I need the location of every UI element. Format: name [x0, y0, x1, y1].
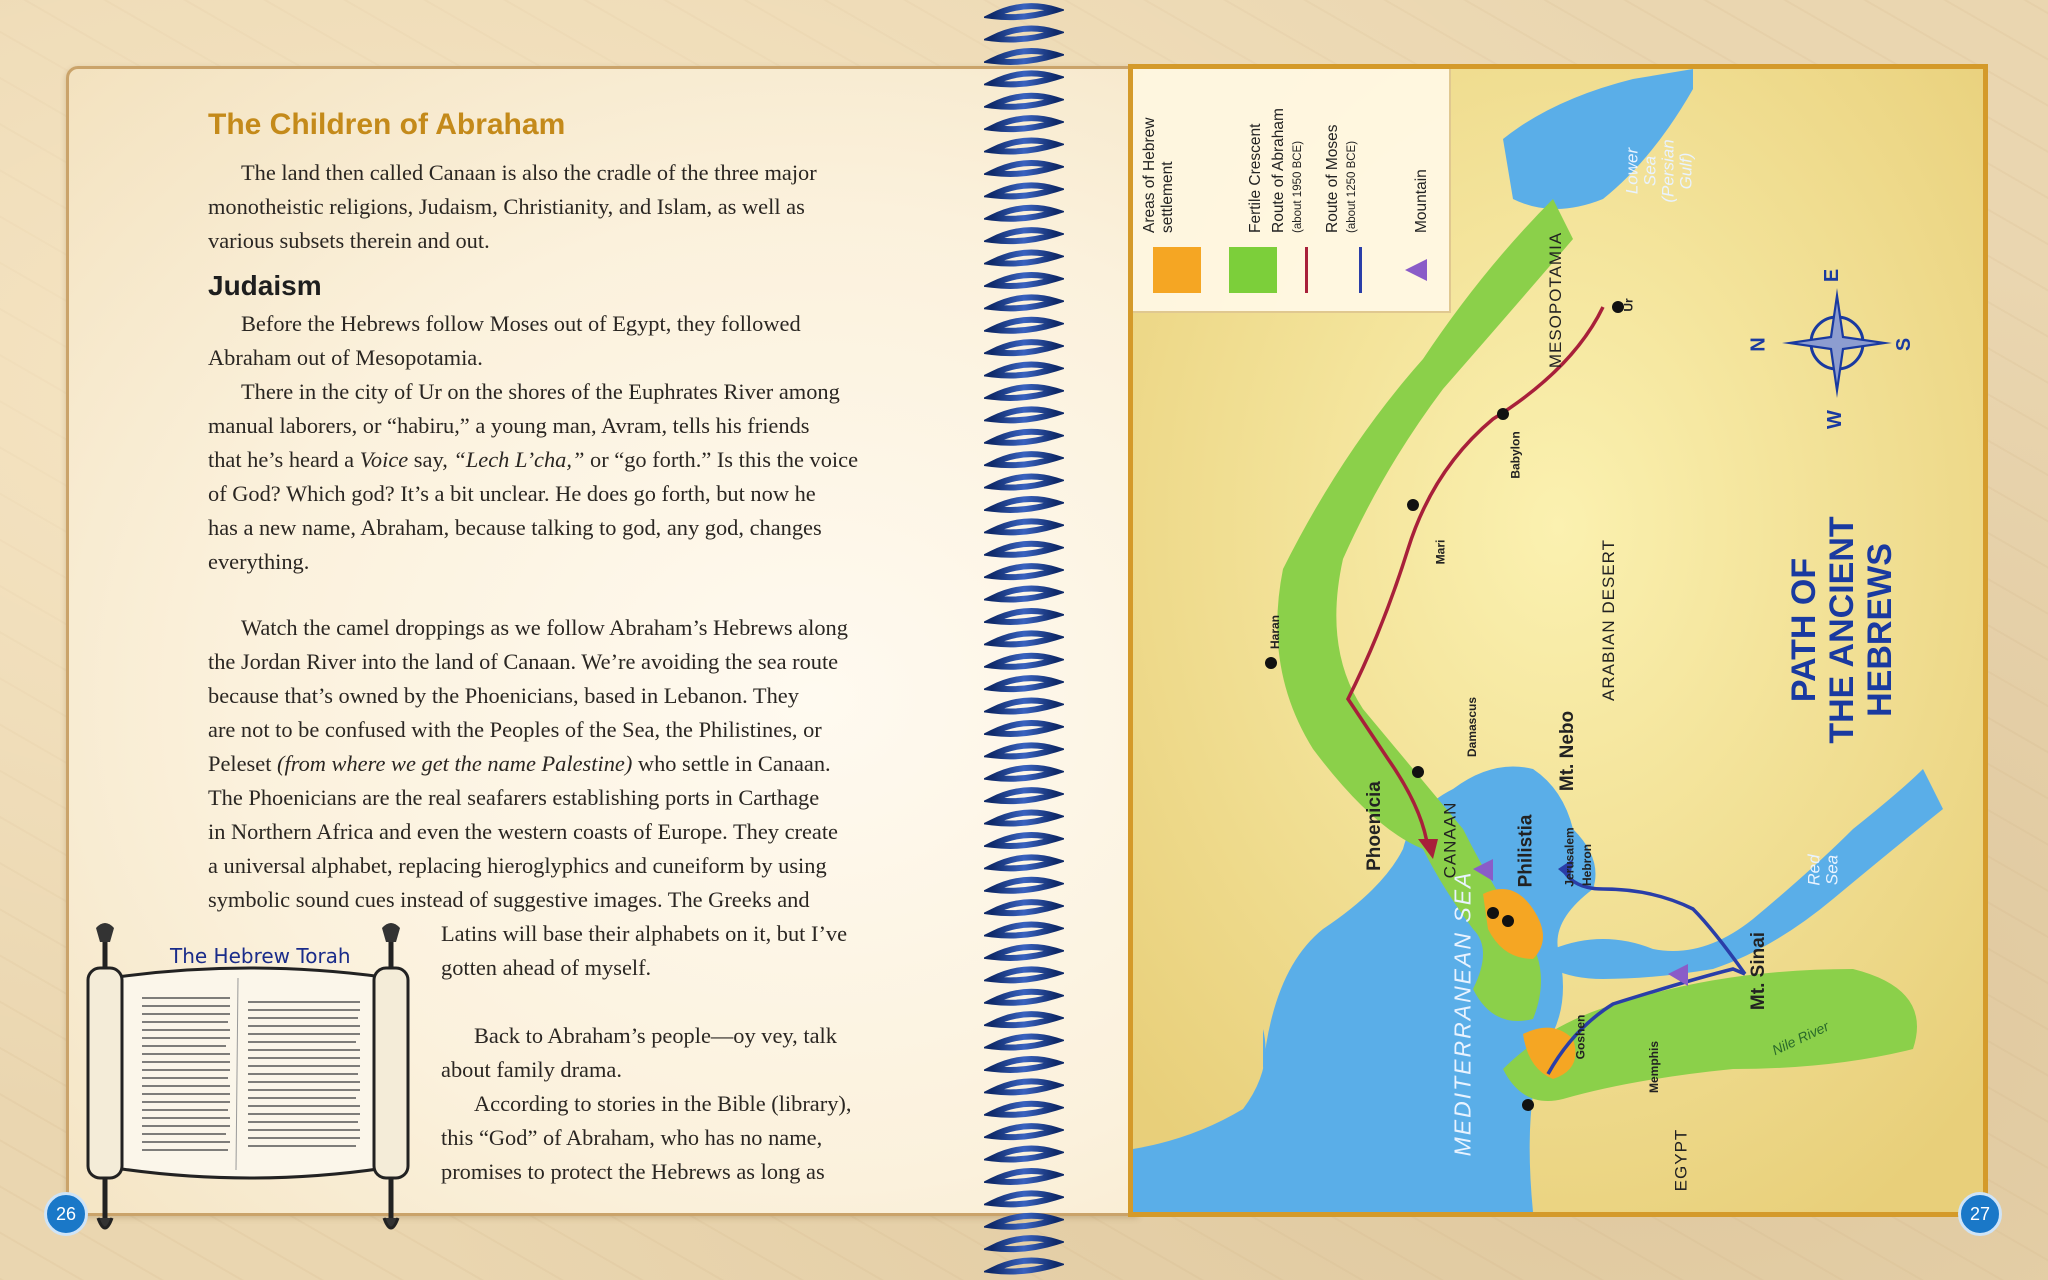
map-title-line-3: HEBREWS	[1861, 543, 1899, 717]
map-title-line-1: PATH OF	[1785, 557, 1823, 703]
para1-line-1: Before the Hebrews follow Moses out of Egypt, they followed	[241, 311, 801, 336]
para2-line-6: everything.	[208, 549, 310, 574]
spiral-coil	[992, 432, 1056, 443]
label-lower-sea-4: Gulf)	[1676, 152, 1696, 190]
spiral-binding	[984, 0, 1064, 1280]
para2-line-1: There in the city of Ur on the shores of the Euphrates River among	[241, 379, 840, 404]
map-legend	[1133, 69, 1451, 313]
spiral-coil	[992, 6, 1056, 17]
spiral-coil	[992, 387, 1056, 398]
spiral-coil	[992, 835, 1056, 846]
spiral-coil	[992, 118, 1056, 129]
para3-line-7: in Northern Africa and even the western coasts of Europe. They create	[208, 819, 838, 844]
map-title-line-2: THE ANCIENT	[1823, 516, 1861, 744]
legend-moses-label-1: Route of Moses	[1324, 124, 1341, 233]
para3-line-6: The Phoenicians are the real seafarers establishing ports in Carthage	[208, 785, 820, 810]
label-persian-gulf	[1624, 139, 1696, 202]
paragraph-1	[208, 307, 801, 375]
legend-abraham-line	[1305, 247, 1308, 293]
spiral-coil	[992, 1104, 1056, 1115]
spiral-coil	[992, 701, 1056, 712]
city-jerusalem-dot	[1487, 907, 1499, 919]
city-haran-dot	[1265, 657, 1277, 669]
label-babylon: Babylon	[1508, 431, 1523, 479]
para4-line-2: about family drama.	[441, 1057, 622, 1082]
spiral-coil	[992, 1081, 1056, 1092]
spiral-coil	[992, 477, 1056, 488]
spiral-coil	[992, 409, 1056, 420]
map-title	[1785, 516, 1899, 743]
spiral-coil	[992, 678, 1056, 689]
paragraph-4	[441, 1019, 837, 1087]
label-red-sea-2: Sea	[1822, 854, 1842, 886]
lech-lcha-phrase: “Lech L’cha,”	[453, 447, 585, 472]
spiral-coil	[992, 633, 1056, 644]
legend-mountain	[1391, 93, 1447, 293]
torah-illustration	[70, 918, 430, 1248]
legend-moses-route	[1324, 93, 1393, 293]
label-goshen: Goshen	[1573, 1014, 1588, 1060]
spiral-coil	[992, 745, 1056, 756]
para3-line-8: a universal alphabet, replacing hieroglyphics and cuneiform by using	[208, 853, 827, 878]
label-red-sea-1: Red	[1804, 854, 1824, 886]
para2-line-4: of God? Which god? It’s a bit unclear. He does go forth, but now he	[208, 481, 816, 506]
legend-mountain-label: Mountain	[1413, 169, 1430, 233]
page-number-right: 27	[1958, 1192, 2002, 1236]
label-ur: Ur	[1621, 298, 1636, 312]
spiral-coil	[992, 589, 1056, 600]
label-mari: Mari	[1433, 539, 1448, 565]
label-hebron: Hebron	[1580, 844, 1594, 886]
para5-line-3: promises to protect the Hebrews as long as	[441, 1159, 825, 1184]
paragraph-3-continued	[441, 917, 847, 985]
intro-paragraph	[208, 156, 817, 258]
spiral-coil	[992, 141, 1056, 152]
legend-moses-line	[1359, 247, 1362, 293]
legend-abraham-label-2: (about 1950 BCE)	[1292, 140, 1304, 233]
torah-caption: The Hebrew Torah	[170, 944, 351, 968]
spiral-coil	[992, 1126, 1056, 1137]
spiral-coil	[992, 230, 1056, 241]
spiral-coil	[992, 656, 1056, 667]
spiral-coil	[992, 320, 1056, 331]
legend-settlement-swatch	[1153, 247, 1201, 293]
para1-line-2: Abraham out of Mesopotamia.	[208, 345, 483, 370]
city-hebron-dot	[1502, 915, 1514, 927]
compass-n: N	[1747, 337, 1770, 352]
spiral-coil	[992, 1238, 1056, 1249]
label-haran: Haran	[1268, 614, 1283, 650]
label-mediterranean-sea: MEDITERRANEAN SEA	[1449, 870, 1476, 1157]
compass-s: S	[1893, 337, 1916, 352]
spiral-coil	[992, 1037, 1056, 1048]
spiral-coil	[992, 342, 1056, 353]
para3-line-4: are not to be confused with the Peoples of the Sea, the Philistines, or	[208, 717, 822, 742]
spiral-coil	[992, 1261, 1056, 1272]
compass-w: W	[1823, 410, 1846, 429]
page-number-left: 26	[44, 1192, 88, 1236]
para3-line-5b: who settle in Canaan.	[632, 751, 831, 776]
spiral-coil	[992, 1149, 1056, 1160]
spiral-coil	[992, 51, 1056, 62]
compass-e: E	[1821, 268, 1844, 283]
paragraph-5	[441, 1087, 851, 1189]
spiral-coil	[992, 454, 1056, 465]
spiral-coil	[992, 1193, 1056, 1204]
spiral-coil	[992, 723, 1056, 734]
para2-line-2: manual laborers, or “habiru,” a young man, Avram, tells his friends	[208, 413, 810, 438]
map-title-block	[1702, 500, 1982, 760]
label-nile-river: Nile River	[1769, 1017, 1832, 1059]
label-lower-sea-1: Lower	[1622, 147, 1642, 195]
spiral-coil	[992, 768, 1056, 779]
label-lower-sea-2: Sea	[1640, 155, 1660, 187]
spiral-coil	[992, 1216, 1056, 1227]
city-mari-dot	[1407, 499, 1419, 511]
spiral-coil	[992, 880, 1056, 891]
city-damascus-dot	[1412, 766, 1424, 778]
label-egypt: EGYPT	[1671, 1128, 1691, 1192]
para3-line-11: gotten ahead of myself.	[441, 955, 652, 980]
spiral-coil	[992, 275, 1056, 286]
palestine-note: (from where we get the name Palestine)	[277, 751, 633, 776]
city-memphis-dot	[1522, 1099, 1534, 1111]
label-mesopotamia: MESOPOTAMIA	[1546, 231, 1566, 369]
para3-line-10: Latins will base their alphabets on it, but I’ve	[441, 921, 848, 946]
legend-settlement-label-2: settlement	[1159, 161, 1176, 233]
spiral-coil	[992, 185, 1056, 196]
spiral-coil	[992, 566, 1056, 577]
compass-rose-icon	[1772, 278, 1902, 408]
spiral-coil	[992, 992, 1056, 1003]
voice-word: Voice	[359, 447, 409, 472]
label-jerusalem: Jerusalem	[1562, 827, 1577, 887]
label-damascus: Damascus	[1465, 696, 1480, 758]
spiral-coil	[992, 521, 1056, 532]
spiral-coil	[992, 902, 1056, 913]
spiral-coil	[992, 925, 1056, 936]
para2-line-3c: or “go forth.” Is this the voice	[584, 447, 859, 472]
legend-abraham-label-1: Route of Abraham	[1270, 108, 1287, 233]
label-red-sea	[1806, 854, 1842, 885]
para5-line-1: According to stories in the Bible (library),	[474, 1091, 852, 1116]
paragraph-3	[208, 611, 848, 917]
para3-line-3: because that’s owned by the Phoenicians, based in Lebanon. They	[208, 683, 799, 708]
spiral-coil	[992, 790, 1056, 801]
para3-line-9: symbolic sound cues instead of suggestive images. The Greeks and	[208, 887, 810, 912]
para3-line-5a: Peleset	[208, 751, 278, 776]
para5-line-2: this “God” of Abraham, who has no name,	[441, 1125, 823, 1150]
label-memphis: Memphis	[1647, 1040, 1662, 1094]
spiral-coil	[992, 813, 1056, 824]
spiral-coil	[992, 253, 1056, 264]
spiral-coil	[992, 1171, 1056, 1182]
spiral-coil	[992, 969, 1056, 980]
label-canaan: CANAAN	[1440, 801, 1460, 879]
spiral-coil	[992, 96, 1056, 107]
judaism-subheading: Judaism	[208, 270, 322, 301]
label-arabian-desert: ARABIAN DESERT	[1599, 538, 1619, 702]
spiral-coil	[992, 297, 1056, 308]
label-philistia: Philistia	[1515, 814, 1537, 888]
para3-line-1: Watch the camel droppings as we follow Abraham’s Hebrews along	[241, 615, 848, 640]
label-mt-sinai: Mt. Sinai	[1748, 931, 1770, 1011]
spiral-coil	[992, 947, 1056, 958]
label-mt-nebo: Mt. Nebo	[1557, 710, 1579, 792]
legend-fertile-label: Fertile Crescent	[1247, 123, 1264, 233]
spiral-coil	[992, 611, 1056, 622]
section-heading: The Children of Abraham	[208, 108, 566, 141]
intro-line-1: The land then called Canaan is also the cradle of the three major	[241, 160, 817, 185]
city-babylon-dot	[1497, 408, 1509, 420]
para3-line-2: the Jordan River into the land of Canaan. We’re avoiding the sea route	[208, 649, 839, 674]
spiral-coil	[992, 857, 1056, 868]
para2-line-3a: that he’s heard a	[208, 447, 360, 472]
spiral-coil	[992, 73, 1056, 84]
legend-fertile-swatch	[1229, 247, 1277, 293]
legend-settlement	[1141, 93, 1205, 293]
para2-line-3b: say,	[408, 447, 454, 472]
para4-line-1: Back to Abraham’s people—oy vey, talk	[474, 1023, 837, 1048]
label-lower-sea-3: (Persian	[1658, 139, 1678, 203]
spiral-coil	[992, 29, 1056, 40]
legend-moses-label-2: (about 1250 BCE)	[1346, 140, 1358, 233]
spiral-coil	[992, 1059, 1056, 1070]
mountain-triangle-icon	[1403, 257, 1429, 283]
spiral-coil	[992, 1014, 1056, 1025]
spiral-coil	[992, 365, 1056, 376]
paragraph-2	[208, 375, 858, 579]
para2-line-5: has a new name, Abraham, because talking to god, any god, changes	[208, 515, 822, 540]
legend-settlement-label-1: Areas of Hebrew	[1141, 117, 1158, 233]
intro-line-3: various subsets therein and out.	[208, 228, 490, 253]
intro-line-2: monotheistic religions, Judaism, Christianity, and Islam, as well as	[208, 194, 805, 219]
spiral-coil	[992, 163, 1056, 174]
spiral-coil	[992, 544, 1056, 555]
spiral-coil	[992, 499, 1056, 510]
spiral-coil	[992, 208, 1056, 219]
label-phoenicia: Phoenicia	[1363, 781, 1385, 871]
